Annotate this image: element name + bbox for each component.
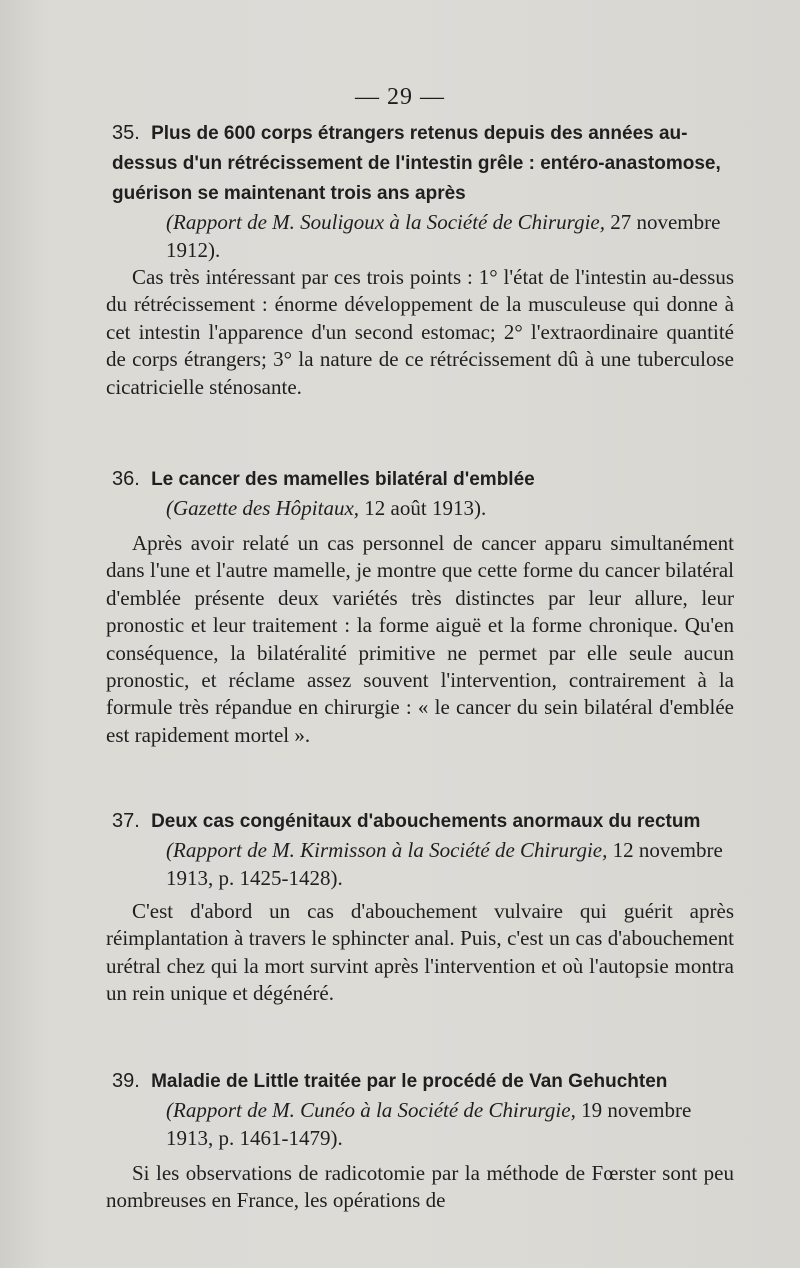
entry-number: 39. [112, 1070, 140, 1092]
entry-39-heading [112, 1066, 740, 1152]
entry-reference: (Rapport de M. Souligoux à la Société de Chirurgie, [166, 210, 605, 234]
entry-reference-date: 27 novembre 1912). [166, 210, 721, 262]
entry-39-paragraph: Si les observations de radicotomie par la méthode de Fœrster sont peu nombreuses en France, les opérations de [106, 1161, 734, 1213]
entry-reference-date: 19 novembre 1913, p. 1461-1479). [166, 1098, 692, 1150]
entry-reference-date: 12 novembre 1913, p. 1425-1428). [166, 838, 723, 890]
entry-title: Maladie de Little traitée par le procédé de Van Gehuchten [151, 1071, 668, 1092]
entry-36-paragraph: Après avoir relaté un cas personnel de cancer apparu simultanément dans l'une et l'autre mamelle, je montre que cette forme du cancer bilatéral d'emblée présente deux variétés très distinctes par leur allure, leur pronostic et leur traitement : la forme aiguë et la forme chronique. Qu'en conséquence, la bilatéralité primitive ne permet par elle seule aucun pronostic, et réclame assez souvent l'intervention, contrairement à la formule très répandue en chirurgie : « le cancer du sein bilatéral d'emblée est rapidement mortel ». [106, 531, 734, 747]
entry-reference: (Rapport de M. Cunéo à la Société de Chirurgie, [166, 1098, 576, 1122]
entry-35-paragraph: Cas très intéressant par ces trois points : 1° l'état de l'intestin au-dessus du rétrécissement : énorme développement de la musculeuse qui donne à cet intestin l'apparence d'un second estomac; 2° l'extraordinaire quantité de corps étrangers; 3° la nature de ce rétrécissement dû à une tuberculose cicatricielle sténosante. [106, 265, 734, 399]
entry-37-heading [112, 806, 740, 892]
entry-37-paragraph: C'est d'abord un cas d'abouchement vulvaire qui guérit après réimplantation à travers le sphincter anal. Puis, c'est un cas d'abouchement urétral chez qui la mort survint après l'intervention et où l'autopsie montra un rein unique et dégénéré. [106, 899, 734, 1006]
entry-title: Plus de 600 corps étrangers retenus depuis des années au-dessus d'un rétrécissement de l'intestin grêle : entéro-anastomose, guérison se maintenant trois ans après [112, 123, 721, 204]
entry-number: 37. [112, 810, 140, 832]
entry-number: 35. [112, 122, 140, 144]
entry-title: Deux cas congénitaux d'abouchements anormaux du rectum [151, 811, 701, 832]
entry-36-heading [112, 464, 740, 522]
entry-title: Le cancer des mamelles bilatéral d'emblée [151, 469, 535, 490]
entry-reference: (Rapport de M. Kirmisson à la Société de Chirurgie, [166, 838, 608, 862]
entry-reference: (Gazette des Hôpitaux, [166, 496, 360, 520]
entry-number: 36. [112, 468, 140, 490]
entry-reference-date: 12 août 1913). [364, 496, 487, 520]
page-number: — 29 — [355, 84, 445, 110]
entry-35-heading [112, 118, 740, 264]
